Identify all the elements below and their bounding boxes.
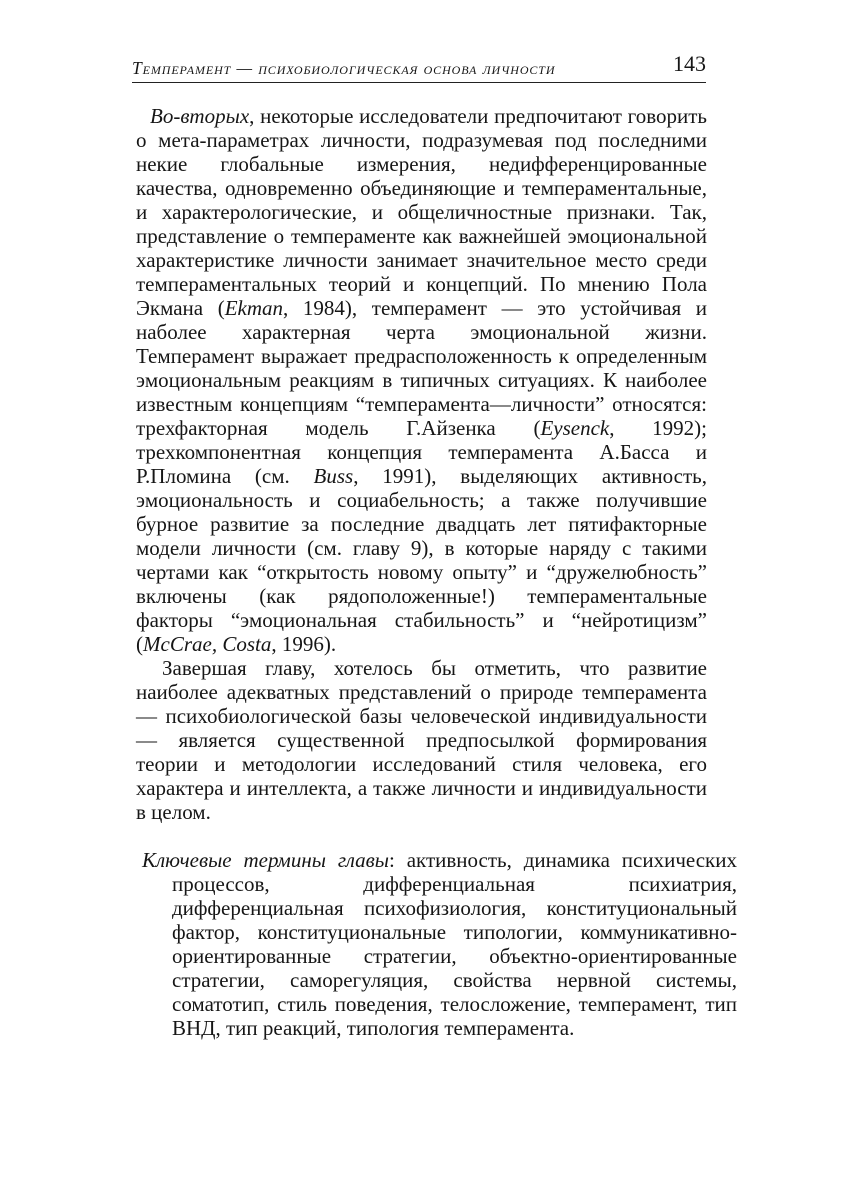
body-paragraph-2: Завершая главу, хотелось бы отметить, что развитие наиболее адекватных представлений о природе темперамента — психобиологической базы человеческой индивидуальности — является существенной предпосылкой формирования теории и методологии исследований стиля человека, его характера и интеллекта, а также личности и индивидуальности в целом. bbox=[136, 656, 707, 824]
citation-author: McCrae, Costa bbox=[143, 632, 272, 656]
paragraph-text: , 1984), темперамент — это устойчивая и наболее характерная черта эмоциональной жизни. Темперамент выражает предрасположенность к определенным эмоциональным реакциям в типичных ситуациях. К наиболее известным концепциям “темперамента—личности” относятся: трехфакторная модель Г.Айзенка ( bbox=[136, 296, 707, 440]
paragraph-lead-italic: Во-вторых bbox=[150, 104, 250, 128]
key-terms-label: Ключевые термины главы bbox=[142, 848, 389, 872]
header-rule bbox=[132, 82, 706, 83]
citation-author: Ekman bbox=[224, 296, 284, 320]
citation-author: Buss bbox=[313, 464, 354, 488]
body-paragraph-1 bbox=[136, 104, 707, 656]
paragraph-text: , некоторые исследователи предпочитают говорить о мета-параметрах личности, подразумевая под последними некие глобальные измерения, недифференцированные качества, одновременно объединяющие и темпераментальные, и характерологические, и общеличностные признаки. Так, представление о темпераменте как важнейшей эмоциональной характеристике личности занимает значительное место среди темпераментальных теорий и концепций. По мнению Пола Экмана ( bbox=[136, 104, 707, 320]
paragraph-text: , 1992); трехкомпонентная концепция темперамента А.Басса и Р.Пломина (см. bbox=[136, 416, 707, 488]
page-number: 143 bbox=[673, 51, 706, 76]
key-terms-list: : активность, динамика психических процессов, дифференциальная психиатрия, дифференциальная психофизиология, конституциональный фактор, конституциональные типологии, коммуникативно-ориентированные стратегии, объектно-ориентированные стратегии, саморегуляция, свойства нервной системы, соматотип, стиль поведения, телосложение, темперамент, тип ВНД, тип реакций, типология темперамента. bbox=[172, 848, 737, 1040]
paragraph-text: , 1996). bbox=[271, 632, 337, 656]
citation-author: Eysenck bbox=[540, 416, 610, 440]
paragraph-text: , 1991), выделяющих активность, эмоциональность и социабельность; а также получившие бурное развитие за последние двадцать лет пятифакторные модели личности (см. главу 9), в которые наряду с такими чертами как “открытость новому опыту” и “дружелюбность” включены (как рядоположенные!) темпераментальные факторы “эмоциональная стабильность” и “нейротицизм” ( bbox=[136, 464, 707, 656]
key-terms bbox=[142, 848, 737, 1040]
running-title: Темперамент — психобиологическая основа личности bbox=[132, 58, 556, 78]
running-head bbox=[132, 50, 710, 80]
